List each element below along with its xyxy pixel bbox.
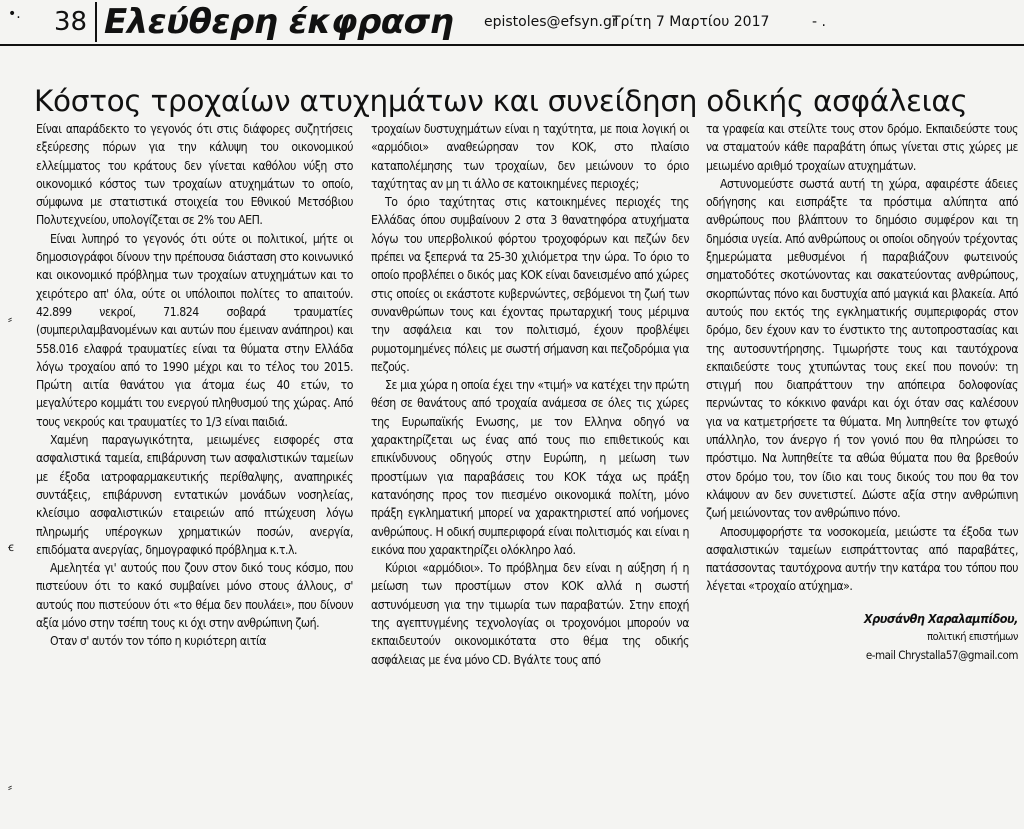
margin-mark: ⸗ <box>8 312 12 326</box>
paragraph: Αστυνομεύστε σωστά αυτή τη χώρα, αφαιρέστε άδειες οδήγησης και εισπράξτε τα πρόστιμα αλύπητα από ανθρώπους που βλάπτουν το δημόσιο συμφέρον και τη δημόσια υγεία. Από ανθρώπους οι οποίοι οδηγούν τρέχοντας ξημερώματα μεθυσμένοι ή παραβιάζουν φωτεινούς σηματοδότες σκοτώνοντας και σακατεύοντας ανθρώπους, σκορπώντας πόνο και δυστυχία από μαγκιά και βλακεία. Από αυτούς που εκτός της εγκληματικής συμπεριφοράς στον δρόμο, δεν έχουν καν το ένστικτο της αυτοπροστασίας και της αυτοσυντήρησης. Τιμωρήστε τους και ταυτόχρονα εκπαιδεύστε τους χτυπώντας τους εκεί που πονούν: τη στιγμή που διαπράττουν την απόπειρα δολοφονίας περνώντας το κόκκινο φανάρι και όχι όταν σας καλέσουν για να κατμετρήσετε τα θύματα. Μη λυπηθείτε τον φτωχό υπάλληλο, τον άνεργο ή τον γονιό που θα πληρώσει το πρόστιμο. Να λυπηθείτε τα αθώα θύματα που θα βρεθούν στον δρόμο του, τον ίδιο και τους δικούς του που θα τον κλάψουν αν δεν συνετιστεί. Δώστε αξία στην ανθρώπινη ζωή μειώνοντας τον ανθρώπινο πόνο. <box>706 176 1018 521</box>
paragraph: Οταν σ' αυτόν τον τόπο η κυριότερη αιτία <box>50 634 267 649</box>
paragraph: Κύριοι «αρμόδιοι». Το πρόβλημα δεν είναι η αύξηση ή η μείωση των προστίμων στον ΚΟΚ αλλά η σωστή αστυνόμευση για την τιμωρία των παραβατών. Στην εποχή της αγεπτυγμένης τεχνολογίας οι τροχονόμοι μπορούν να εκπαιδευτούν οικονομικότατα στο θέμα της οδικής ασφάλειας με ένα μόνο CD. Βγάλτε τους από <box>371 561 689 667</box>
paragraph: Το όριο ταχύτητας στις κατοικημένες περιοχές της Ελλάδας όπου συμβαίνουν 2 στα 3 θανατηφόρα ατυχήματα λόγω του υπερβολικού φόρτου τροχοφόρων και πεζών δεν πρέπει να ξεπερνά τα 25-30 χιλιόμετρα την ώρα. Το όριο το οποίο προβλέπει ο δικός μας ΚΟΚ είναι δανεισμένο από χώρες στις οποίες οι εκάστοτε κυβερνώντες, σεβόμενοι τη ζωή των συνανθρώπων τους και έχοντας πρωταρχική τους μέριμνα την ασφάλεια και τον πολιτισμό, έχουν προβλέψει ρυμοτομημένες πόλεις με σωστή σήμανση και πεζοδρόμια για πεζούς. <box>371 195 689 374</box>
article-column-2 <box>371 120 689 669</box>
author-title: πολιτική επιστήμων <box>927 629 1018 643</box>
paragraph: τροχαίων δυστυχημάτων είναι η ταχύτητα, με ποια λογική οι «αρμόδιοι» αναθεώρησαν τον ΚΟΚ, στο πλαίσιο καταπολέμησης των τροχαίων, δεν μειώνουν το όριο ταχύτητας αν μη τι άλλο σε κατοικημένες περιοχές; <box>371 122 689 191</box>
article-title: Κόστος τροχαίων ατυχημάτων και συνείδηση οδικής ασφάλειας <box>34 83 968 118</box>
paragraph: τα γραφεία και στείλτε τους στον δρόμο. Εκπαιδεύστε τους να σταματούν κάθε παραβάτη όπως γίνεται στις χώρες με μειωμένο αριθμό τροχαίων ατυχημάτων. <box>706 122 1018 173</box>
paragraph: Χαμένη παραγωγικότητα, μειωμένες εισφορές στα ασφαλιστικά ταμεία, επιβάρυνση των ασφαλιστικών ταμείων με έξοδα ιατροφαρμακευτικής περίθαλψης, αναπηρικές συντάξεις, επιβάρυνση εντατικών μονάδων νοσηλείας, κλείσιμο ασφαλιστικών εταιρειών από πτώχευση λόγω πληρωμής υπέρογκων χρηματικών ποσών, ανεργία, επιδόματα ανεργίας, δημογραφικό πρόβλημα κ.τ.λ. <box>36 433 353 557</box>
section-email: epistoles@efsyn.gr <box>484 14 618 30</box>
issue-date: Τρίτη 7 Μαρτίου 2017 <box>612 14 770 30</box>
decorative-dot: •. <box>8 6 21 22</box>
paragraph: Αμελητέα γι' αυτούς που ζουν στον δικό τους κόσμο, που πιστεύουν ότι το κακό συμβαίνει μόνο στους άλλους, σ' αυτούς που πιστεύουν ότι «το θέμα δεν πουλάει», που δίνουν αξία μόνο στην τσέπη τους κι όχι στην ανθρώπινη ζωή. <box>36 561 353 631</box>
article-column-3 <box>706 120 1018 664</box>
paragraph: Είναι λυπηρό το γεγονός ότι ούτε οι πολιτικοί, μήτε οι δημοσιογράφοι δίνουν την πρέπουσα διάσταση στο κοινωνικό και οικονομικό πρόβλημα των τροχαίων ατυχημάτων και το χειρότερο απ' όλα, ούτε οι υπόλοιποι πολίτες το απαιτούν. 42.899 νεκροί, 71.824 σοβαρά τραυματίες (συμπεριλαμβανομένων και αυτών που έμειναν ανάπηροι) και 558.016 ελαφρά τραυματίες είναι τα θύματα στην Ελλάδα λόγω τροχαίου από το 1990 μέχρι και το τέλος του 2015. Πρώτη αιτία θανάτου για άτομα έως 40 ετών, το μεγαλύτερο κομμάτι του ενεργού πληθυσμού της χώρας. Από τους νεκρούς και τραυματίες το 1/3 είναι παιδιά. <box>36 231 353 429</box>
article-column-1 <box>36 120 353 651</box>
author-email: e-mail Chrystalla57@gmail.com <box>865 647 1018 662</box>
section-title: Ελεύθερη έκφραση <box>104 2 454 42</box>
decorative-marks: - . <box>812 14 826 30</box>
author-signature <box>706 610 1018 664</box>
paragraph: Είναι απαράδεκτο το γεγονός ότι στις διάφορες συζητήσεις εξεύρεσης πόρων για την κάλυψη του οικονομικού ελλείμματος του κράτους δεν γίνεται καθόλου νύξη στο οικονομικό κόστος των τροχαίων ατυχημάτων το οποίο, σύμφωνα με στατιστικά στοιχεία του Εθνικού Μετσόβιου Πολυτεχνείου, υπολογίζεται σε 2% του ΑΕΠ. <box>36 122 353 228</box>
page-number: 38 <box>54 2 97 42</box>
paragraph: Σε μια χώρα η οποία έχει την «τιμή» να κατέχει την πρώτη θέση σε θανάτους από τροχαία ανάμεσα σε όλες τις χώρες της Ευρωπαϊκής Ενωσης, με τον Ελληνα οδηγό να χαρακτηρίζεται ως ένας από τους πιο επιθετικούς και επικίνδυνους οδηγούς στην Ευρώπη, η μείωση των προστίμων για παραβάσεις του ΚΟΚ τάχα ως πράξη κατανόησης προς τον πιεσμένο οικονομικά πολίτη, μόνο πράξη εγκληματική μπορεί να χαρακτηριστεί από νοήμονες ανθρώπους. Η οδική συμπεριφορά είναι πολιτισμός και είναι η εικόνα που χαρακτηρίζει ολόκληρο λαό. <box>371 378 689 557</box>
margin-mark: ꞓ <box>8 540 14 554</box>
paragraph: Αποσυμφορήστε τα νοσοκομεία, μειώστε τα έξοδα των ασφαλιστικών ταμείων εισπράττοντας από παραβάτες, πατάσσοντας ταυτόχρονα αυτήν την κατάρα του τόπου που λέγεται «τροχαίο ατύχημα». <box>706 524 1018 594</box>
author-name: Χρυσάνθη Χαραλαμπίδου, <box>863 610 1018 626</box>
margin-mark: ⸗ <box>8 780 12 794</box>
page-header <box>0 0 1024 46</box>
